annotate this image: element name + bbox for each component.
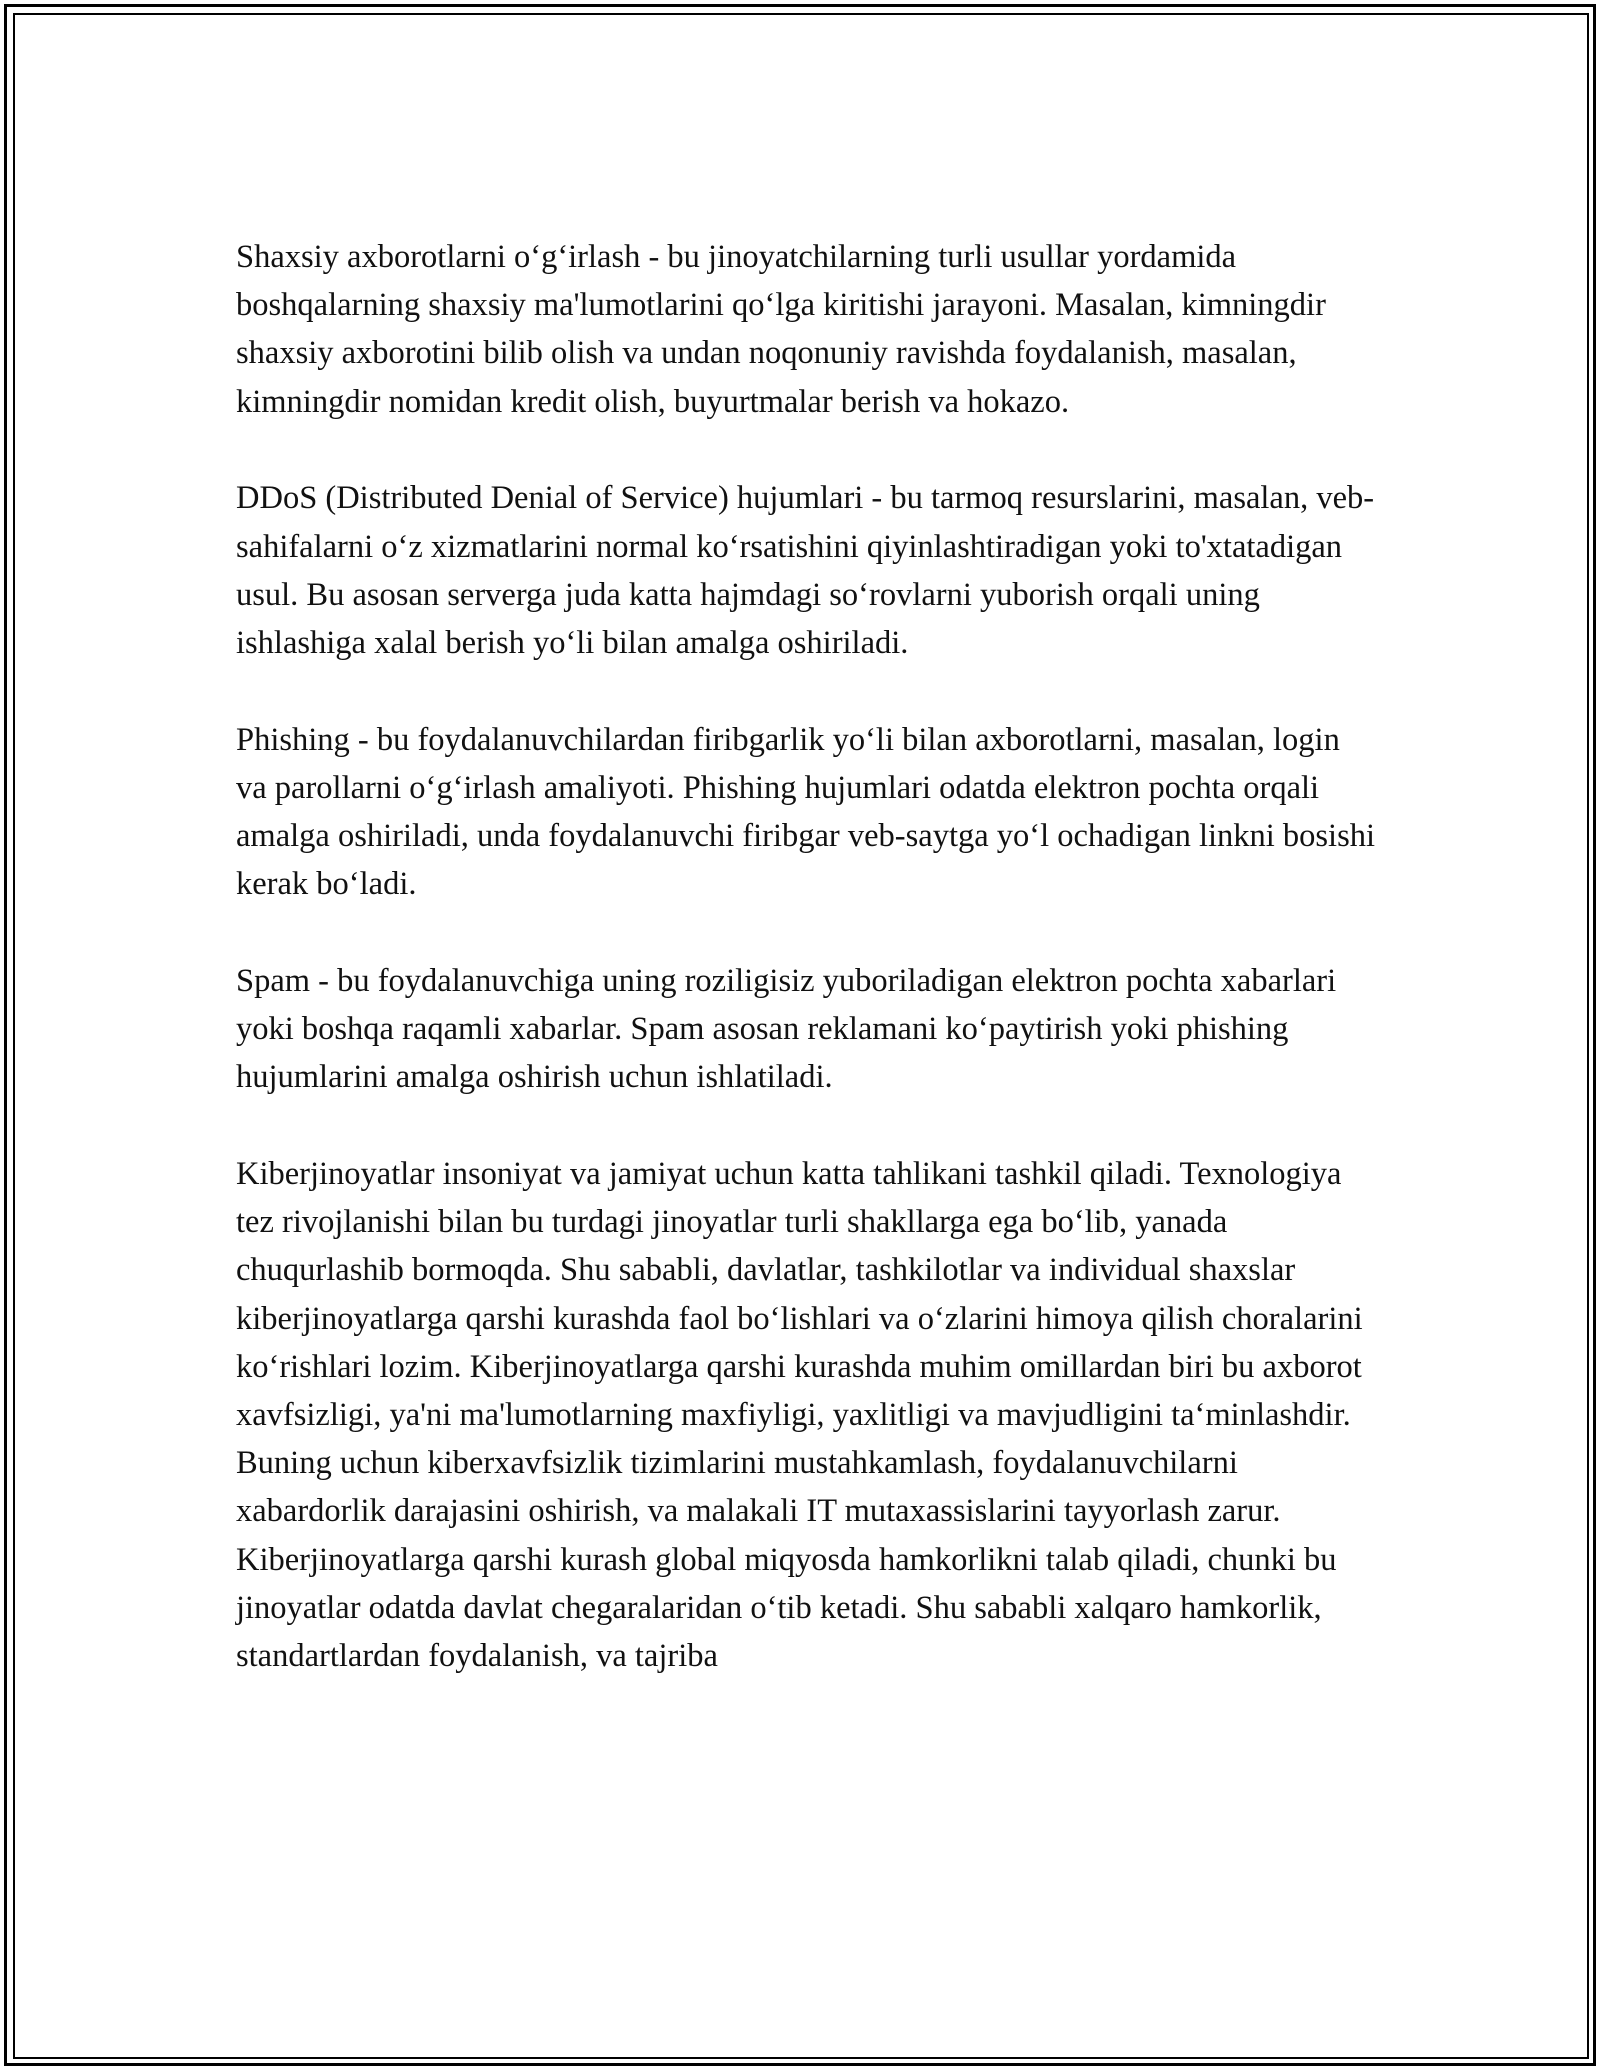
- paragraph-phishing: Phishing - bu foydalanuvchilardan firibgarlik yo‘li bilan axborotlarni, masalan, login va parollarni o‘g‘irlash amaliyoti. Phishing hujumlari odatda elektron pochta orqali amalga oshiriladi, unda foydalanuvchi firibgar veb-saytga yo‘l ochadigan linkni bosishi kerak bo‘ladi.: [236, 721, 1376, 903]
- document-body: [236, 233, 1376, 1680]
- paragraph-cybercrime-conclusion: Kiberjinoyatlar insoniyat va jamiyat uchun katta tahlikani tashkil qiladi. Texnologiya tez rivojlanishi bilan bu turdagi jinoyatlar turli shakllarga ega bo‘lib, yanada chuqurlashib bormoqda. Shu sababli, davlatlar, tashkilotlar va individual shaxslar kiberjinoyatlarga qarshi kurashda faol bo‘lishlari va o‘zlarini himoya qilish choralarini ko‘rishlari lozim. Kiberjinoyatlarga qarshi kurashda muhim omillardan biri bu axborot xavfsizligi, ya'ni ma'lumotlarning maxfiyligi, yaxlitligi va mavjudligini ta‘minlashdir. Buning uchun kiberxavfsizlik tizimlarini mustahkamlash, foydalanuvchilarni xabardorlik darajasini oshirish, va malakali IT mutaxassislarini tayyorlash zarur. Kiberjinoyatlarga qarshi kurash global miqyosda hamkorlikni talab qiladi, chunki bu jinoyatlar odatda davlat chegaralaridan o‘tib ketadi. Shu sababli xalqaro hamkorlik, standartlardan foydalanish, va tajriba: [236, 1156, 1363, 1675]
- paragraph-identity-theft: Shaxsiy axborotlarni o‘g‘irlash - bu jinoyatchilarning turli usullar yordamida boshqalarning shaxsiy ma'lumotlarini qo‘lga kiritishi jarayoni. Masalan, kimningdir shaxsiy axborotini bilib olish va undan noqonuniy ravishda foydalanish, masalan, kimningdir nomidan kredit olish, buyurtmalar berish va hokazo.: [236, 239, 1326, 420]
- paragraph-ddos: DDoS (Distributed Denial of Service) hujumlari - bu tarmoq resurslarini, masalan, veb-sahifalarni o‘z xizmatlarini normal ko‘rsatishini qiyinlashtiradigan yoki to'xtatadigan usul. Bu asosan serverga juda katta hajmdagi so‘rovlarni yuborish orqali uning ishlashiga xalal berish yo‘li bilan amalga oshiriladi.: [236, 480, 1375, 661]
- paragraph-spam: Spam - bu foydalanuvchiga uning roziligisiz yuboriladigan elektron pochta xabarlari yoki boshqa raqamli xabarlar. Spam asosan reklamani ko‘paytirish yoki phishing hujumlarini amalga oshirish uchun ishlatiladi.: [236, 962, 1337, 1096]
